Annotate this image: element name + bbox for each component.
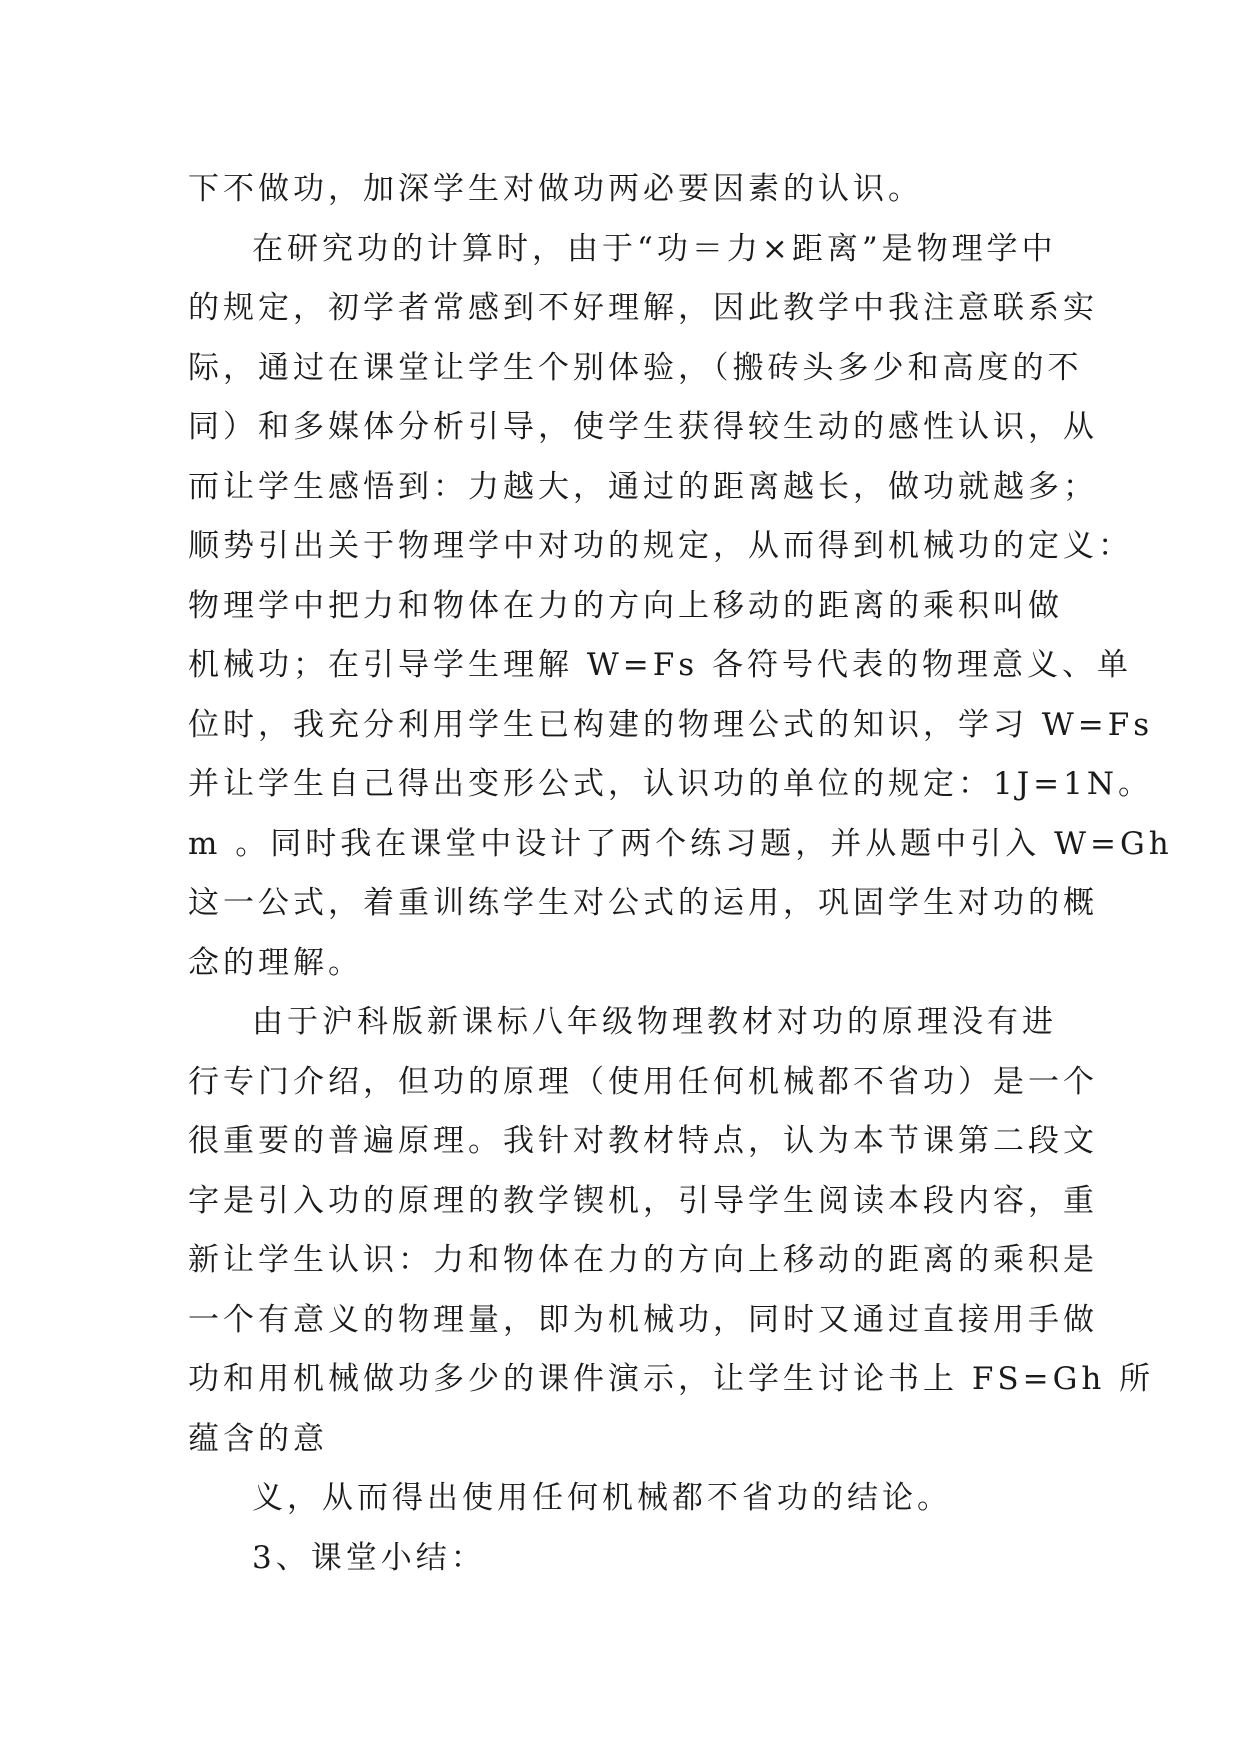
text-line: 由于沪科版新课标八年级物理教材对功的原理没有进 xyxy=(252,1004,1057,1040)
text-line: 物理学中把力和物体在力的方向上移动的距离的乘积叫做 xyxy=(188,587,1063,624)
text-line: 蕴含的意 xyxy=(188,1420,328,1457)
text-line: 机械功；在引导学生理解 W=Fs 各符号代表的物理意义、单 xyxy=(188,647,1132,683)
text-line: 功和用机械做功多少的课件演示，让学生讨论书上 FS=Gh 所 xyxy=(188,1361,1155,1397)
text-line: 而让学生感悟到：力越大，通过的距离越长，做功就越多； xyxy=(188,468,1098,505)
text-line: 新让学生认识：力和物体在力的方向上移动的距离的乘积是 xyxy=(188,1242,1098,1278)
text-line: 念的理解。 xyxy=(188,944,363,981)
text-line: 同）和多媒体分析引导，使学生获得较生动的感性认识，从 xyxy=(188,409,1098,445)
text-line: 的规定，初学者常感到不好理解，因此教学中我注意联系实 xyxy=(188,290,1098,326)
text-line: 并让学生自己得出变形公式，认识功的单位的规定：1J=1N。 xyxy=(188,766,1153,802)
section-heading: 3、课堂小结： xyxy=(252,1539,486,1576)
text-line: 很重要的普遍原理。我针对教材特点，认为本节课第二段文 xyxy=(188,1123,1098,1159)
text-line: 位时，我充分利用学生已构建的物理公式的知识，学习 W=Fs xyxy=(188,706,1154,743)
text-line: 义，从而得出使用任何机械都不省功的结论。 xyxy=(252,1480,952,1516)
body-text xyxy=(188,160,1173,1588)
text-line: 这一公式，着重训练学生对公式的运用，巩固学生对功的概 xyxy=(188,885,1098,921)
text-line: 行专门介绍，但功的原理（使用任何机械都不省功）是一个 xyxy=(188,1063,1098,1100)
text-line: 字是引入功的原理的教学锲机，引导学生阅读本段内容，重 xyxy=(188,1182,1098,1219)
text-line: 下不做功，加深学生对做功两必要因素的认识。 xyxy=(188,171,923,207)
text-line: 一个有意义的物理量，即为机械功，同时又通过直接用手做 xyxy=(188,1301,1098,1338)
text-line: 际，通过在课堂让学生个别体验，（搬砖头多少和高度的不 xyxy=(188,349,1083,386)
text-line: 顺势引出关于物理学中对功的规定，从而得到机械功的定义： xyxy=(188,528,1133,564)
text-line: 在研究功的计算时，由于“功＝力×距离”是物理学中 xyxy=(252,230,1057,267)
text-line: m 。同时我在课堂中设计了两个练习题，并从题中引入 W=Gh xyxy=(188,825,1173,862)
